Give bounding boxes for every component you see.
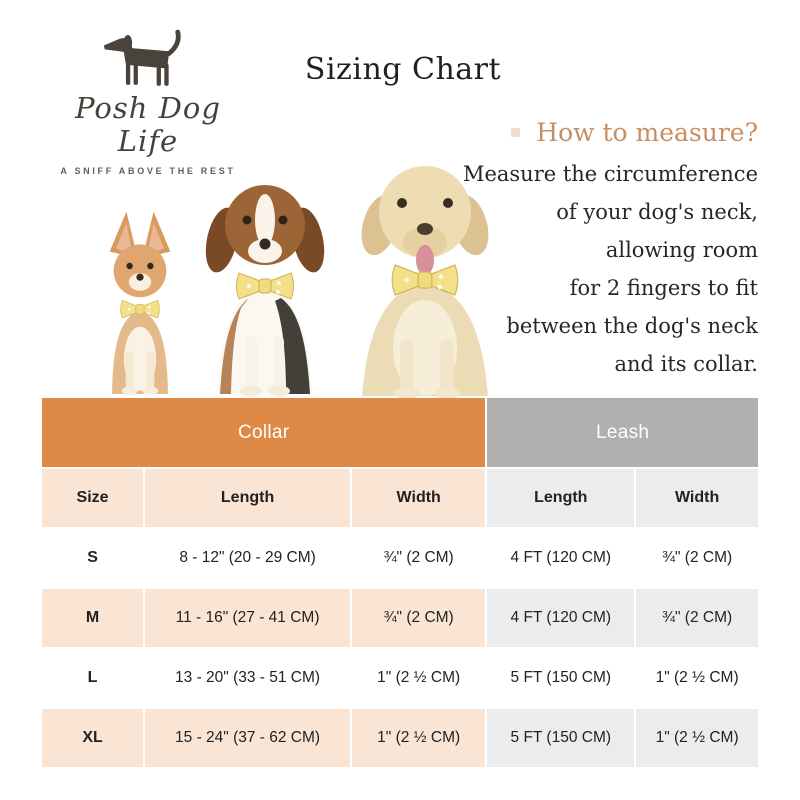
leash-width-cell: ¾" (2 CM) bbox=[636, 589, 758, 649]
collar-length-cell: 15 - 24" (37 - 62 CM) bbox=[145, 709, 352, 769]
measure-heading-text: How to measure? bbox=[536, 118, 758, 147]
brand-tagline: A SNIFF ABOVE THE REST bbox=[60, 165, 236, 176]
collar-width-cell: ¾" (2 CM) bbox=[352, 529, 487, 589]
collar-width-cell: 1" (2 ½ CM) bbox=[352, 709, 487, 769]
size-cell: M bbox=[42, 589, 145, 649]
leash-length-cell: 5 FT (150 CM) bbox=[487, 649, 636, 709]
measure-line: allowing room bbox=[605, 238, 758, 262]
dog-silhouette-icon bbox=[100, 26, 196, 90]
collar-width-cell: ¾" (2 CM) bbox=[352, 589, 487, 649]
size-cell: L bbox=[42, 649, 145, 709]
leash-header-cell: Leash bbox=[487, 398, 758, 469]
measure-line: and its collar. bbox=[614, 352, 758, 376]
measure-line: of your dog's neck, bbox=[556, 200, 758, 224]
collar-width-cell: 1" (2 ½ CM) bbox=[352, 649, 487, 709]
leash-length-cell: 4 FT (120 CM) bbox=[487, 589, 636, 649]
beagle-illustration bbox=[200, 185, 329, 397]
column-header-size: Size bbox=[42, 469, 145, 529]
leash-length-cell: 5 FT (150 CM) bbox=[487, 709, 636, 769]
leash-width-cell: ¾" (2 CM) bbox=[636, 529, 758, 589]
collar-length-cell: 8 - 12" (20 - 29 CM) bbox=[145, 529, 352, 589]
size-cell: S bbox=[42, 529, 145, 589]
page-title: Sizing Chart bbox=[304, 52, 502, 87]
size-cell: XL bbox=[42, 709, 145, 769]
collar-length-cell: 11 - 16" (27 - 41 CM) bbox=[145, 589, 352, 649]
column-header-collar-width: Width bbox=[352, 469, 487, 529]
sizing-table bbox=[42, 398, 758, 769]
dogs-photo bbox=[50, 128, 520, 400]
chihuahua-illustration bbox=[110, 212, 171, 395]
labrador-illustration bbox=[355, 166, 495, 399]
leash-length-cell: 4 FT (120 CM) bbox=[487, 529, 636, 589]
measure-line: for 2 fingers to fit bbox=[569, 276, 758, 300]
column-header-collar-length: Length bbox=[145, 469, 352, 529]
column-header-leash-length: Length bbox=[487, 469, 636, 529]
collar-header-cell: Collar bbox=[42, 398, 487, 469]
measure-line: between the dog's neck bbox=[506, 314, 758, 338]
leash-width-cell: 1" (2 ½ CM) bbox=[636, 709, 758, 769]
leash-width-cell: 1" (2 ½ CM) bbox=[636, 649, 758, 709]
collar-length-cell: 13 - 20" (33 - 51 CM) bbox=[145, 649, 352, 709]
brand-name: Posh Dog Life bbox=[75, 91, 221, 159]
column-header-leash-width: Width bbox=[636, 469, 758, 529]
measure-line: Measure the circumference bbox=[462, 162, 758, 186]
